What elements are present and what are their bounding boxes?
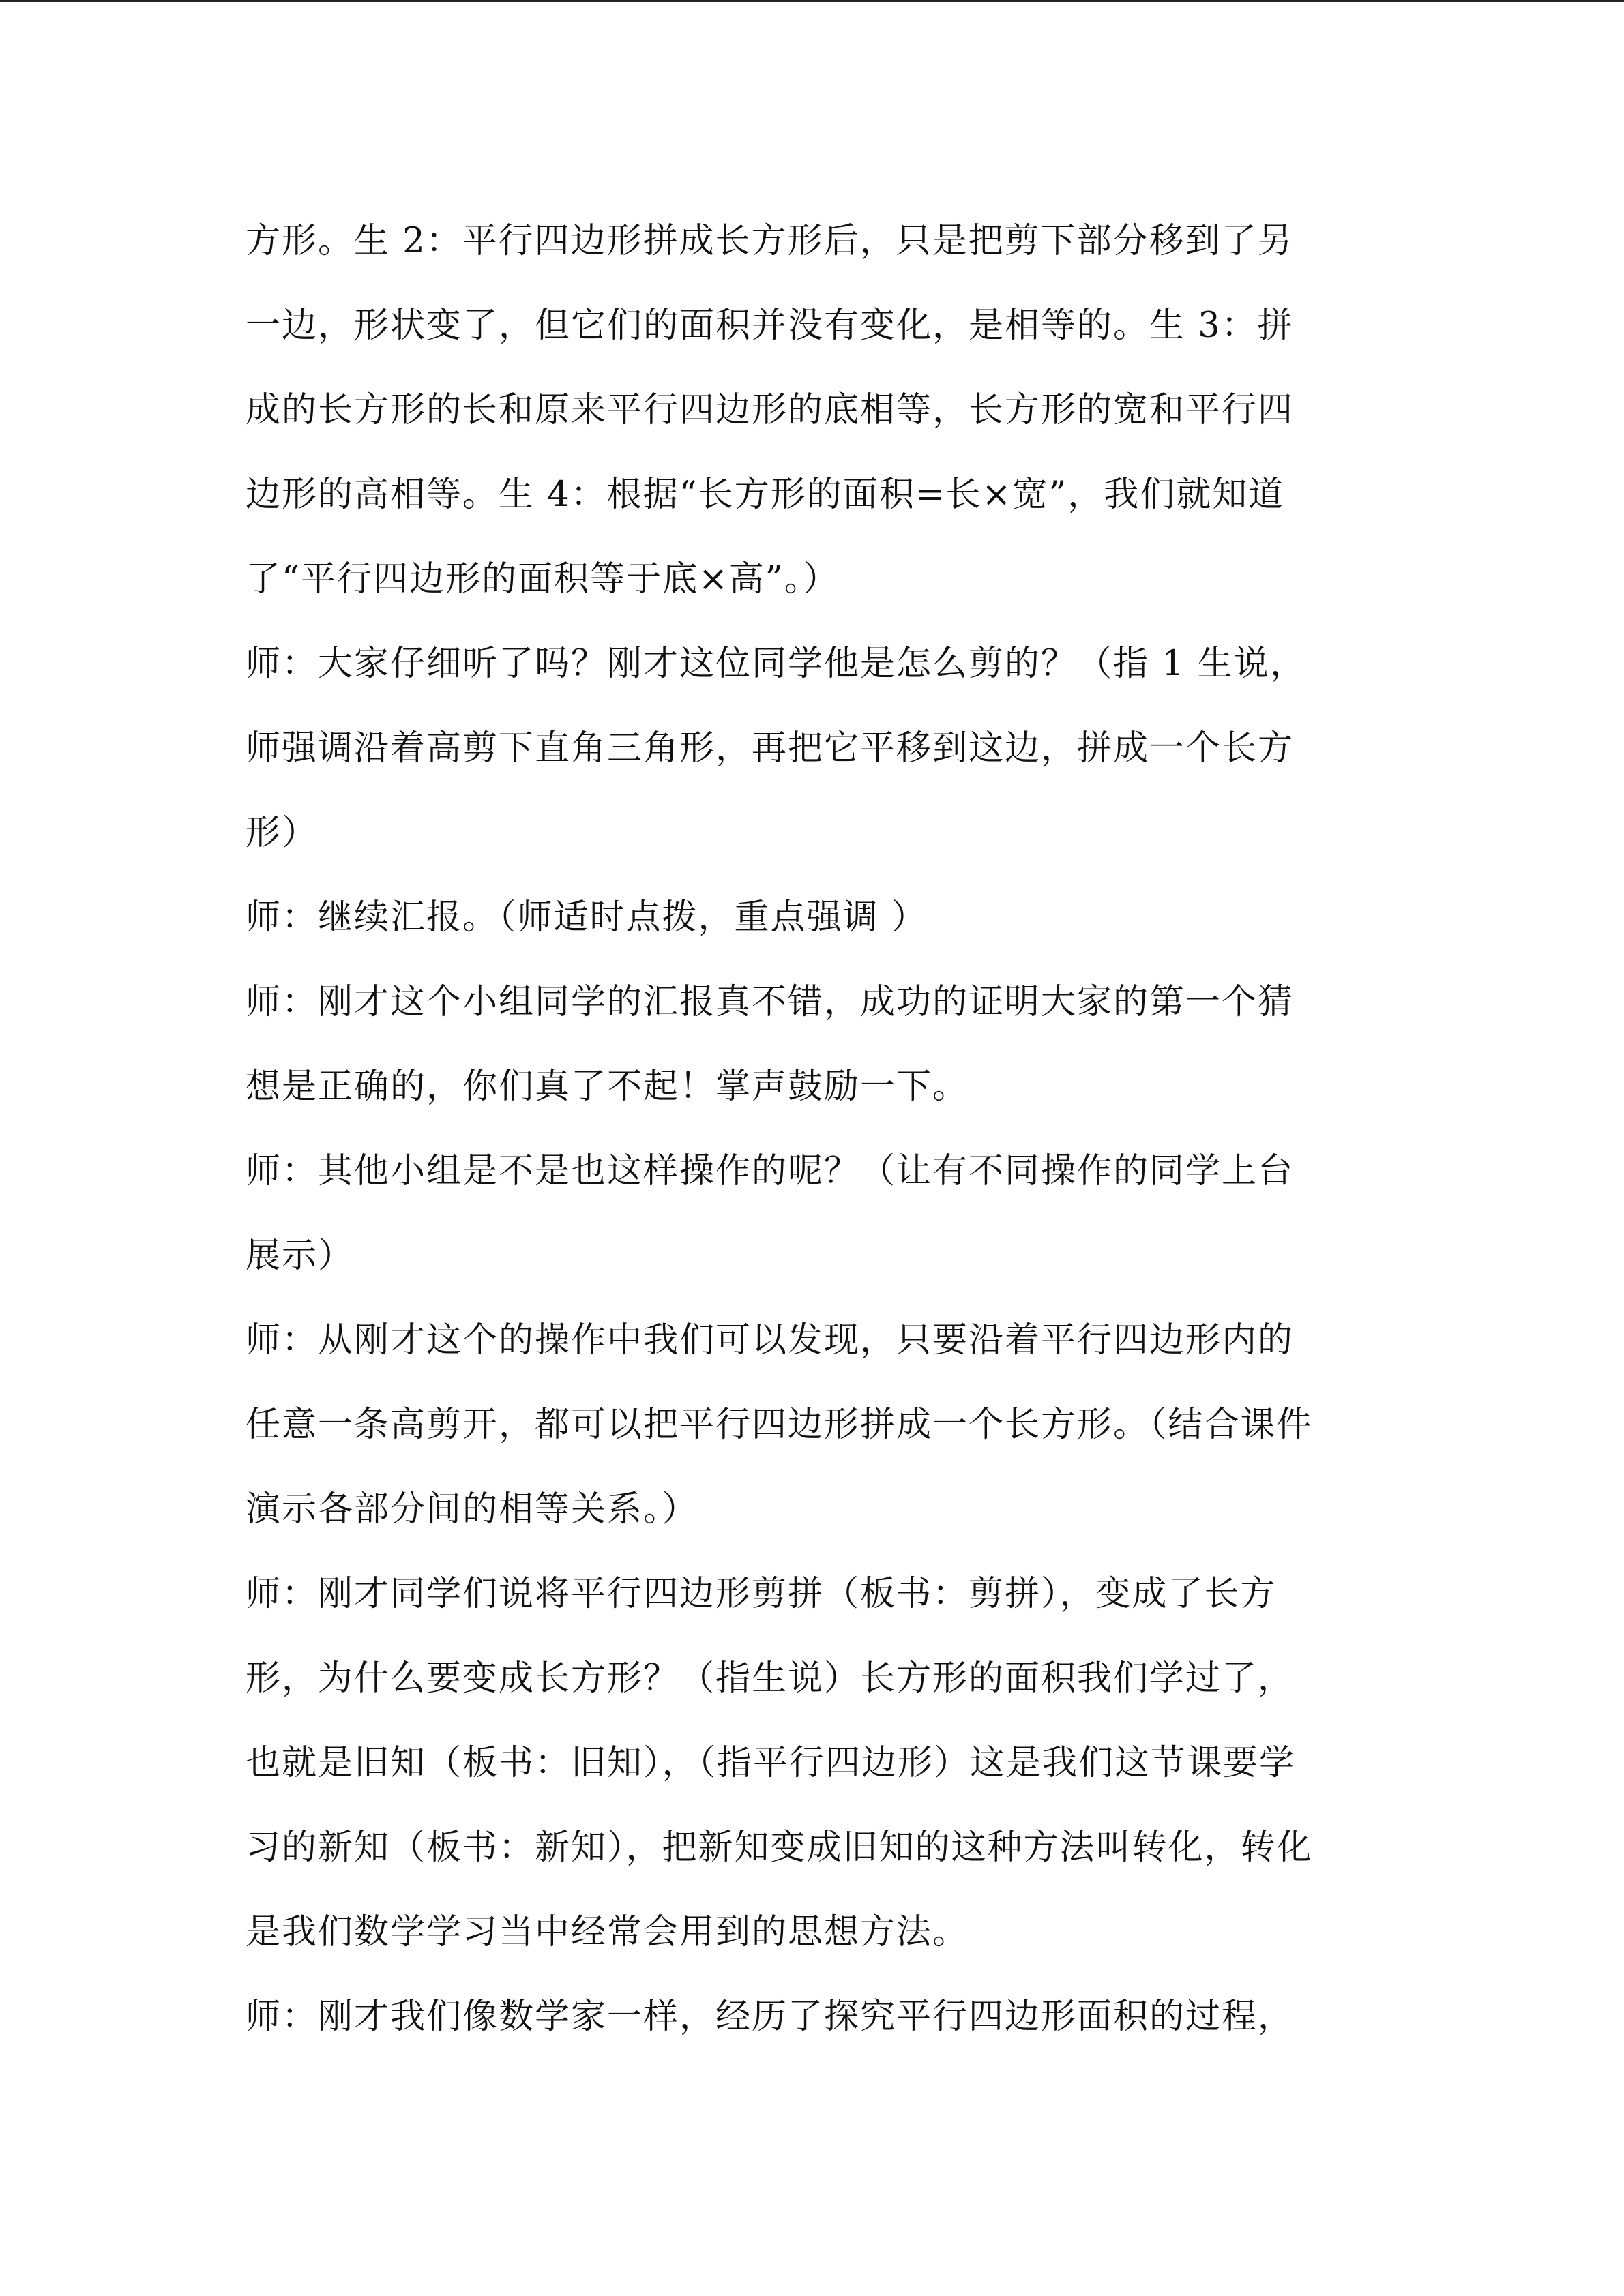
text-line: 师强调沿着高剪下直角三角形，再把它平移到这边，拼成一个长方: [246, 728, 1295, 769]
text-line: 一边，形状变了，但它们的面积并没有变化，是相等的。生 3：拼: [246, 305, 1294, 346]
text-line: 任意一条高剪开，都可以把平行四边形拼成一个长方形。（结合课件: [246, 1405, 1313, 1445]
text-line: 也就是旧知（板书：旧知），（指平行四边形）这是我们这节课要学: [246, 1743, 1296, 1783]
text-line: 成的长方形的长和原来平行四边形的底相等，长方形的宽和平行四: [246, 390, 1295, 430]
text-line: 师：刚才我们像数学家一样，经历了探究平行四边形面积的过程，: [246, 1997, 1295, 2037]
document-body: [246, 199, 1378, 2059]
text-line: 形，为什么要变成长方形？（指生说）长方形的面积我们学过了，: [246, 1658, 1295, 1699]
text-line: 师：从刚才这个的操作中我们可以发现，只要沿着平行四边形内的: [246, 1320, 1295, 1360]
text-line: 师：刚才这个小组同学的汇报真不错，成功的证明大家的第一个猜: [246, 982, 1295, 1022]
text-line: 师：继续汇报。（师适时点拨，重点强调 ）: [246, 897, 928, 938]
text-line: 边形的高相等。生 4：根据“长方形的面积=长×宽”，我们就知道: [246, 475, 1285, 515]
text-line: 师：刚才同学们说将平行四边形剪拼（板书：剪拼），变成了长方: [246, 1574, 1277, 1614]
text-line: 想是正确的，你们真了不起！掌声鼓励一下。: [246, 1067, 969, 1107]
text-line: 演示各部分间的相等关系。）: [246, 1489, 698, 1530]
text-line: 了“平行四边形的面积等于底×高”。）: [246, 559, 840, 599]
text-line: 习的新知（板书：新知），把新知变成旧知的这种方法叫转化，转化: [246, 1828, 1313, 1868]
text-line: 方形。生 2：平行四边形拼成长方形后，只是把剪下部分移到了另: [246, 221, 1294, 261]
text-line: 是我们数学学习当中经常会用到的思想方法。: [246, 1912, 969, 1952]
text-line: 形）: [246, 813, 319, 853]
text-line: 师：大家仔细听了吗？刚才这位同学他是怎么剪的？（指 1 生说，: [246, 644, 1306, 684]
page-top-border: [0, 0, 1624, 2]
text-line: 师：其他小组是不是也这样操作的呢？（让有不同操作的同学上台: [246, 1151, 1295, 1191]
text-line: 展示）: [246, 1236, 355, 1276]
